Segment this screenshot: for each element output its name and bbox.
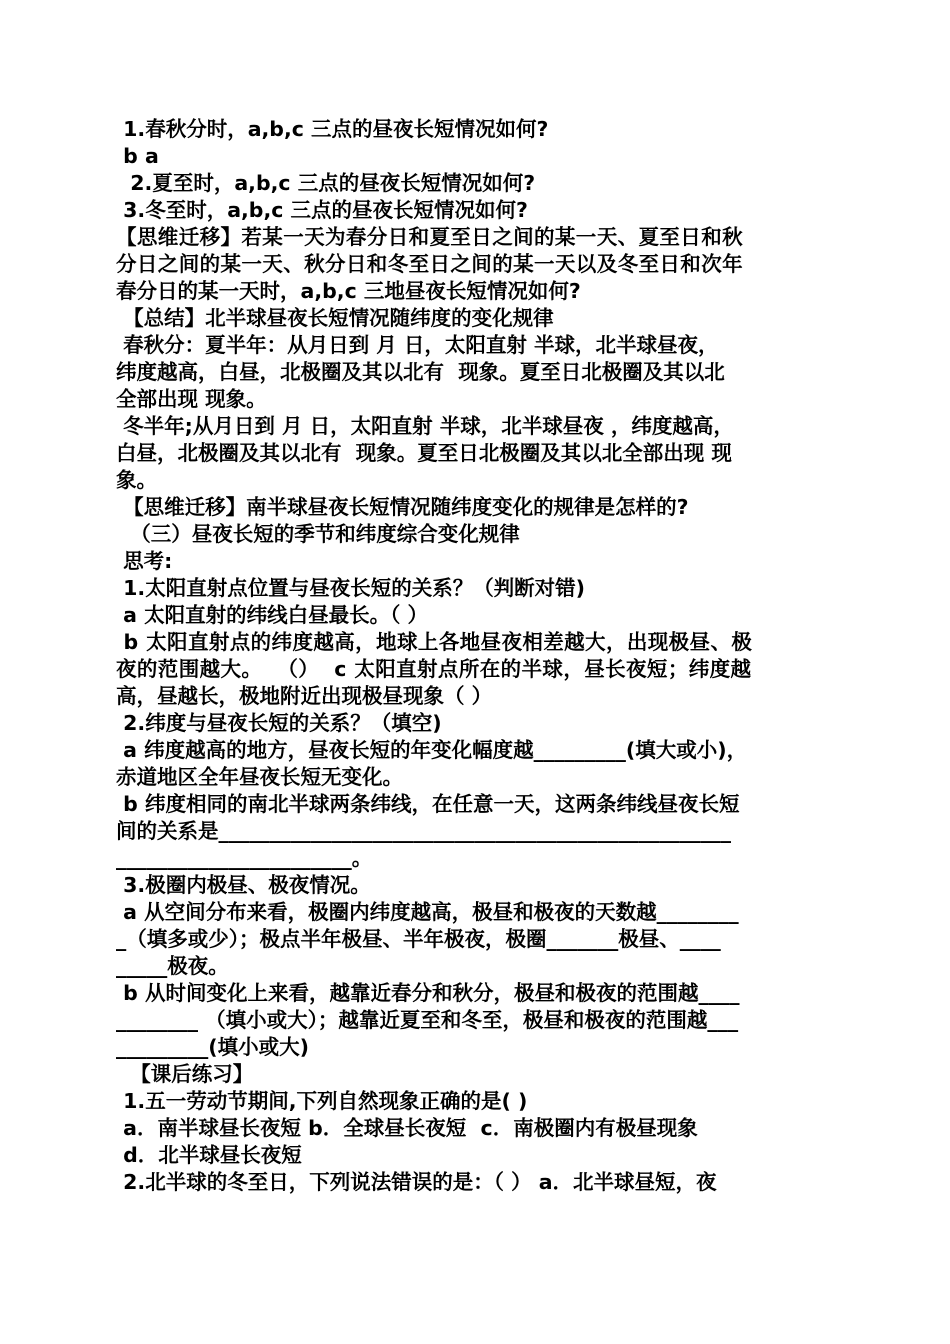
fill-a-line-1: a 纬度越高的地方，昼夜长短的年变化幅度越_________(填大或小)， — [116, 738, 748, 762]
summary-heading: 【总结】北半球昼夜长短情况随纬度的变化规律 — [116, 306, 554, 330]
polar-b-line-3: _________(填小或大) — [116, 1035, 309, 1059]
summary-summer-line-2: 纬度越高，白昼，北极圈及其以北有 现象。夏至日北极圈及其以北 — [116, 360, 725, 384]
section-three-heading: （三）昼夜长短的季节和纬度综合变化规律 — [116, 522, 520, 546]
fill-b-line-1: b 纬度相同的南北半球两条纬线，在任意一天，这两条纬线昼夜长短 — [116, 792, 740, 816]
exercise-1-options-abc: a．南半球昼长夜短 b．全球昼长夜短 c．南极圈内有极昼现象 — [116, 1116, 698, 1140]
statement-b-line-1: b 太阳直射点的纬度越高，地球上各地昼夜相差越大，出现极昼、极 — [116, 630, 753, 654]
summary-summer-line-3: 全部出现 现象。 — [116, 387, 267, 411]
transfer-question-line-3: 春分日的某一天时，a,b,c 三地昼夜长短情况如何? — [116, 279, 581, 303]
think-question-2: 2.纬度与昼夜长短的关系？（填空) — [116, 711, 442, 735]
polar-a-line-1: a 从空间分布来看，极圈内纬度越高，极昼和极夜的天数越________ — [116, 900, 739, 924]
fill-b-line-3: _______________________。 — [116, 846, 373, 870]
southern-hemisphere-question: 【思维迁移】南半球昼夜长短情况随纬度变化的规律是怎样的? — [116, 495, 689, 519]
question-3: 3.冬至时，a,b,c 三点的昼夜长短情况如何? — [116, 198, 528, 222]
figure-label-ba: b a — [116, 144, 159, 168]
statement-b-line-2: 夜的范围越大。 （） c 太阳直射点所在的半球，昼长夜短；纬度越 — [116, 657, 752, 681]
transfer-question-line-1: 【思维迁移】若某一天为春分日和夏至日之间的某一天、夏至日和秋 — [116, 225, 743, 249]
polar-a-line-3: _____极夜。 — [116, 954, 229, 978]
fill-a-line-2: 赤道地区全年昼夜长短无变化。 — [116, 765, 403, 789]
polar-b-line-2: ________ （填小或大）；越靠近夏至和冬至，极昼和极夜的范围越___ — [116, 1008, 739, 1032]
transfer-question-line-2: 分日之间的某一天、秋分日和冬至日之间的某一天以及冬至日和次年 — [116, 252, 743, 276]
think-question-3: 3.极圈内极昼、极夜情况。 — [116, 873, 371, 897]
polar-b-line-1: b 从时间变化上来看，越靠近春分和秋分，极昼和极夜的范围越____ — [116, 981, 740, 1005]
think-label: 思考: — [116, 549, 173, 573]
statement-a: a 太阳直射的纬线白昼最长。（ ） — [116, 603, 428, 627]
question-2: 2.夏至时，a,b,c 三点的昼夜长短情况如何? — [116, 171, 536, 195]
think-question-1: 1.太阳直射点位置与昼夜长短的关系？（判断对错) — [116, 576, 586, 600]
question-1: 1.春秋分时，a,b,c 三点的昼夜长短情况如何? — [116, 117, 549, 141]
polar-a-line-2: _（填多或少）；极点半年极昼、半年极夜，极圈_______极昼、____ — [116, 927, 721, 951]
homework-heading: 【课后练习】 — [116, 1062, 254, 1086]
fill-b-line-2: 间的关系是__________________________________________________ — [116, 819, 731, 843]
summary-winter-line-3: 象。 — [116, 468, 157, 492]
summary-winter-line-1: 冬半年;从月日到 月 日，太阳直射 半球，北半球昼夜 ，纬度越高， — [116, 414, 734, 438]
summary-summer-line-1: 春秋分：夏半年：从月日到 月 日，太阳直射 半球，北半球昼夜， — [116, 333, 719, 357]
summary-winter-line-2: 白昼，北极圈及其以北有 现象。夏至日北极圈及其以北全部出现 现 — [116, 441, 732, 465]
statement-c: 高，昼越长，极地附近出现极昼现象（ ） — [116, 684, 493, 708]
exercise-1-option-d: d．北半球昼长夜短 — [116, 1143, 302, 1167]
exercise-1: 1.五一劳动节期间,下列自然现象正确的是( ) — [116, 1089, 528, 1113]
exercise-2: 2.北半球的冬至日，下列说法错误的是：（ ） a．北半球昼短，夜 — [116, 1170, 717, 1194]
